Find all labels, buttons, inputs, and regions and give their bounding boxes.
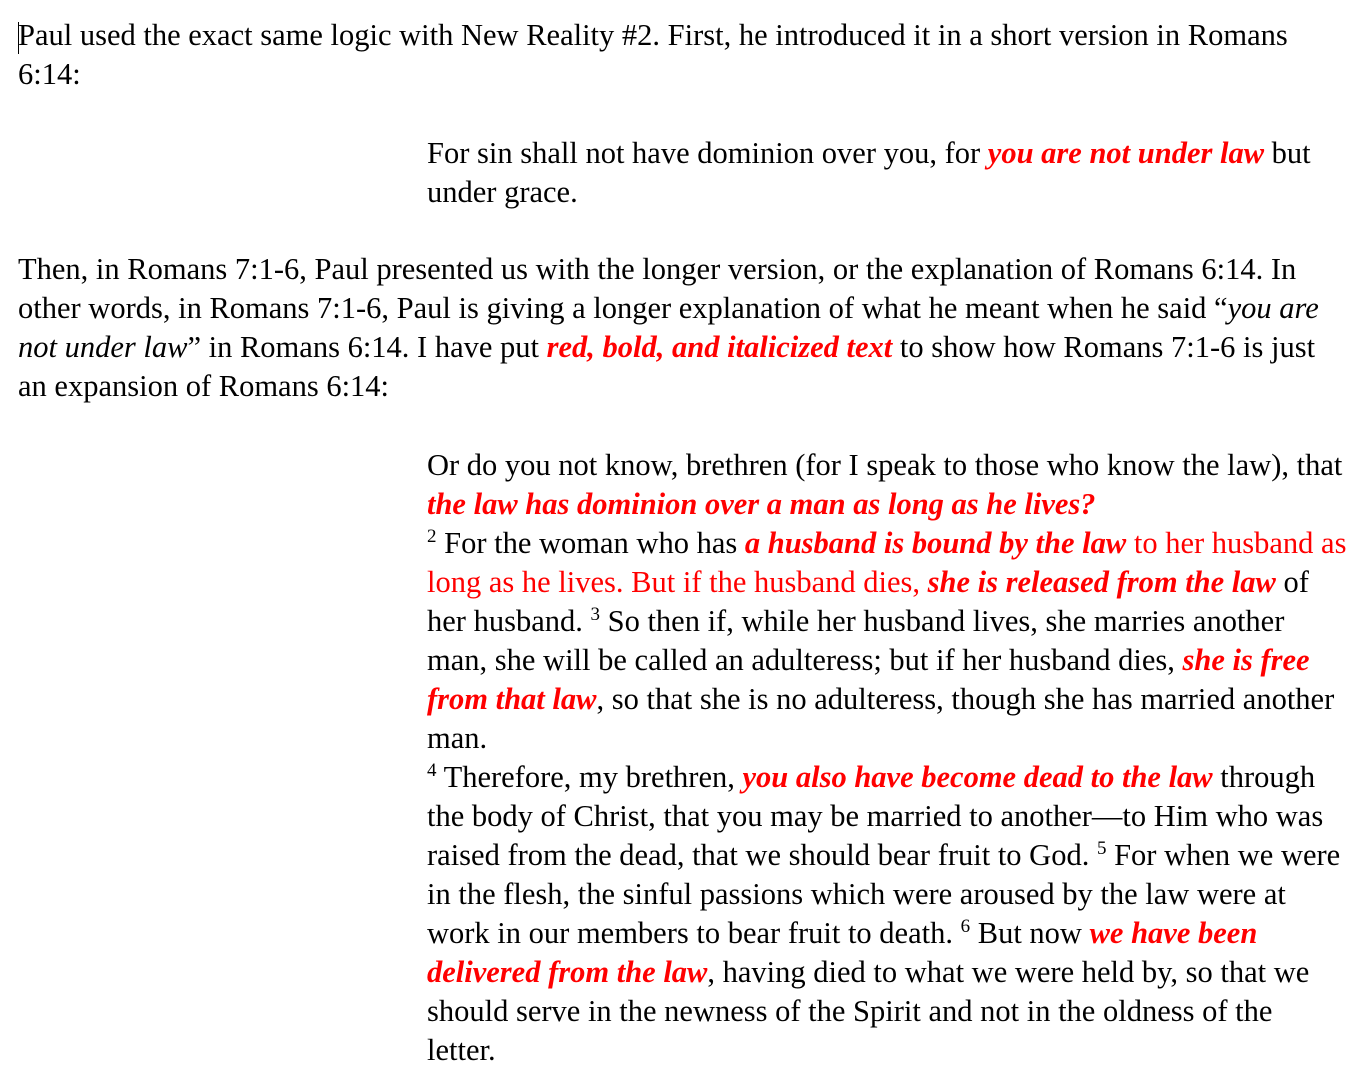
explanation-italic: you are not under law	[18, 291, 1319, 364]
quote1-highlight: you are not under law	[987, 136, 1265, 170]
verse-number: 6	[960, 916, 971, 937]
quote2-highlight: a husband is bound by the law	[744, 526, 1127, 560]
quote2-text: , so that she is no adulteress, though she has married another man.	[427, 682, 1335, 755]
quote2-red-text: to her husband as long as he lives. But if the husband dies,	[427, 526, 1347, 599]
explanation-highlight: red, bold, and italicized text	[546, 330, 893, 364]
romans-7-1-6-quote	[427, 446, 1347, 1070]
quote2-text: Or do you not know, brethren (for I speak to those who know the law), that	[427, 448, 1343, 482]
verse-number: 3	[590, 604, 600, 625]
quote2-highlight: she is free from that law	[427, 643, 1310, 716]
quote1-text: but under grace.	[427, 136, 1311, 209]
explanation-text: Then, in Romans 7:1-6, Paul presented us with the longer version, or the explanation of Romans 6:14. In other words, in Romans 7:1-6, Paul is giving a longer explanation of what he meant when he said “	[18, 252, 1297, 325]
verse-number: 4	[427, 760, 437, 781]
quote2-highlight: we have been delivered from the law	[427, 916, 1258, 989]
intro-paragraph	[18, 16, 1348, 94]
intro-text: Paul used the exact same logic with New Reality #2. First, he introduced it in a short version in Romans 6:14:	[18, 18, 1288, 91]
verse-number: 2	[427, 526, 437, 547]
quote2-text: of her husband.	[427, 565, 1309, 638]
quote2-text: through the body of Christ, that you may be married to another—to Him who was raised from the dead, that we should bear fruit to God.	[427, 760, 1324, 872]
explanation-paragraph	[18, 250, 1348, 406]
quote2-text: For when we were in the flesh, the sinful passions which were aroused by the law were at work in our members to bear fruit to death.	[427, 838, 1341, 950]
quote2-text: For the woman who has	[436, 526, 745, 560]
quote2-text: But now	[970, 916, 1090, 950]
quote2-highlight: you also have become dead to the law	[742, 760, 1213, 794]
quote2-highlight: the law has dominion over a man as long as he lives?	[427, 487, 1096, 521]
explanation-text: to show how Romans 7:1-6 is just an expansion of Romans 6:14:	[18, 330, 1316, 403]
romans-6-14-quote	[427, 134, 1347, 212]
explanation-text: ” in Romans 6:14. I have put	[187, 330, 547, 364]
quote2-text: Therefore, my brethren,	[436, 760, 743, 794]
quote1-text: For sin shall not have dominion over you, for	[427, 136, 988, 170]
quote2-text: So then if, while her husband lives, she marries another man, she will be called an adulteress; but if her husband dies,	[427, 604, 1285, 677]
verse-number: 5	[1096, 838, 1107, 859]
quote2-text: , having died to what we were held by, so that we should serve in the newness of the Spirit and not in the oldness of the letter.	[427, 955, 1310, 1067]
quote2-highlight: she is released from the law	[927, 565, 1276, 599]
